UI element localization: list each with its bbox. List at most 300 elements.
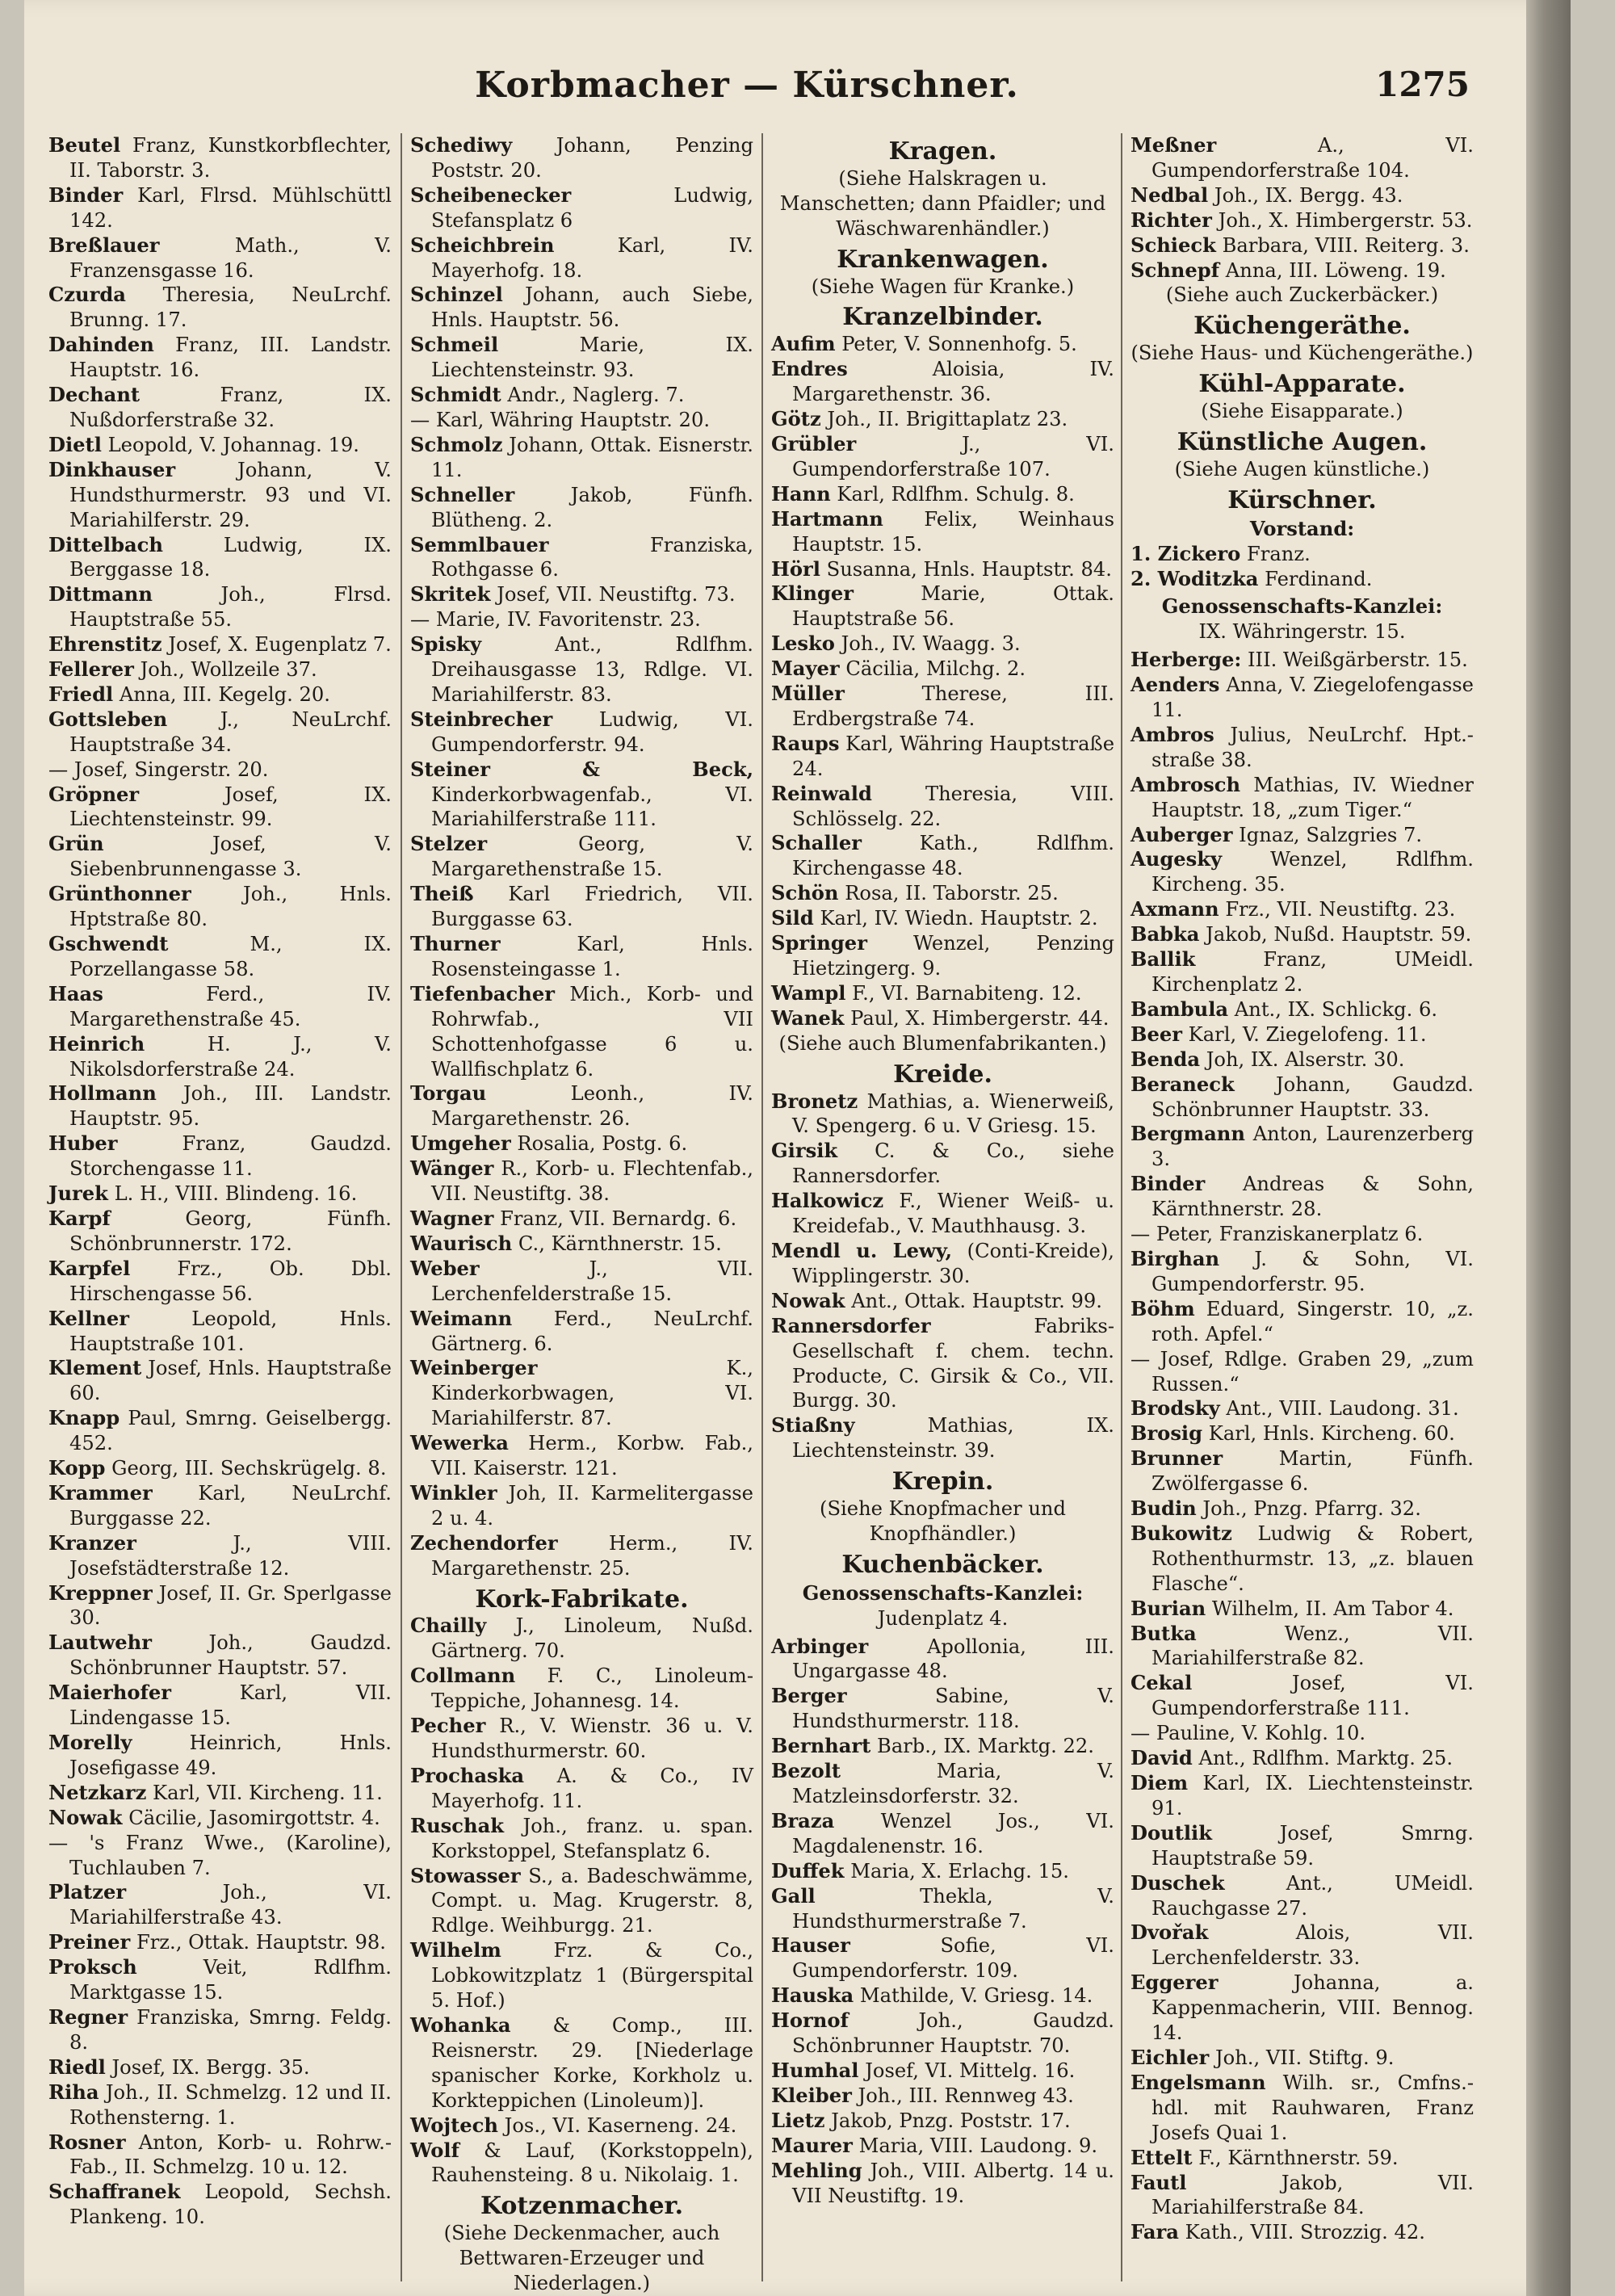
directory-entry bbox=[48, 2055, 392, 2080]
entry-name: Ehrenstitz bbox=[48, 632, 162, 657]
directory-entry bbox=[410, 1614, 753, 1664]
directory-entry bbox=[48, 1032, 392, 1082]
directory-entry bbox=[1130, 1122, 1474, 1172]
entry-name: Eggerer bbox=[1130, 1971, 1219, 1995]
directory-entry bbox=[1130, 567, 1474, 592]
directory-entry bbox=[410, 233, 753, 283]
directory-entry bbox=[1130, 2071, 1474, 2146]
directory-entry bbox=[771, 1933, 1114, 1983]
cross-reference-note: (Siehe Wagen für Kranke.) bbox=[811, 275, 1075, 298]
directory-entry bbox=[771, 1734, 1114, 1759]
directory-entry bbox=[771, 1635, 1114, 1685]
entry-details: H. J., V. Nikolsdorferstraße 24. bbox=[69, 1032, 392, 1081]
directory-entry bbox=[410, 133, 753, 183]
entry-name: Hartmann bbox=[771, 506, 883, 531]
entry-name: Beraneck bbox=[1130, 1072, 1235, 1096]
directory-entry bbox=[771, 1413, 1114, 1463]
entry-details: Joh., Gaudzd. Schönbrunner Hauptstr. 70. bbox=[792, 2009, 1114, 2058]
directory-entry bbox=[48, 1356, 392, 1406]
directory-entry bbox=[1130, 1496, 1474, 1522]
directory-entry bbox=[410, 1714, 753, 1764]
entry-details: Karl, IX. Liechtensteinstr. 91. bbox=[1151, 1772, 1474, 1820]
directory-entry bbox=[771, 482, 1114, 507]
entry-details: Karl, NeuLrchf. Burggasse 22. bbox=[69, 1481, 392, 1530]
directory-entry bbox=[771, 1684, 1114, 1734]
directory-entry bbox=[48, 2180, 392, 2230]
directory-entry bbox=[410, 582, 753, 607]
entry-name: Raups bbox=[771, 731, 840, 755]
entry-name: Ballik bbox=[1130, 947, 1196, 972]
entry-details: Eduard, Singerstr. 10, „z. roth. Apfel.“ bbox=[1151, 1297, 1474, 1345]
directory-entry bbox=[410, 1207, 753, 1232]
entry-name: Reinwald bbox=[771, 781, 872, 805]
entry-details: Maria, VIII. Laudong. 9. bbox=[858, 2134, 1098, 2157]
directory-entry bbox=[771, 981, 1114, 1006]
entry-details: Sofie, VI. Gumpendorferstr. 109. bbox=[792, 1934, 1114, 1983]
column-divider bbox=[761, 133, 763, 2281]
entry-name: Klinger bbox=[771, 581, 854, 606]
directory-entry bbox=[771, 682, 1114, 732]
entry-name: Umgeher bbox=[410, 1131, 511, 1156]
entry-name: Benda bbox=[1130, 1047, 1201, 1071]
directory-entry bbox=[1130, 922, 1474, 947]
entry-details: F., Wiener Weiß- u. Kreidefab., V. Mauthhausg. 3. bbox=[792, 1190, 1114, 1238]
entry-name: Beutel bbox=[48, 133, 121, 157]
directory-entry bbox=[410, 982, 753, 1082]
entry-details: Frz., VII. Neustiftg. 23. bbox=[1225, 898, 1456, 921]
section-heading: Kuchenbäcker. bbox=[841, 1550, 1044, 1579]
directory-entry bbox=[1130, 1172, 1474, 1222]
section-heading: Krepin. bbox=[891, 1467, 994, 1496]
directory-entry bbox=[1130, 1597, 1474, 1622]
directory-entry bbox=[410, 882, 753, 932]
entry-name: Bezolt bbox=[771, 1759, 841, 1783]
directory-entry bbox=[48, 1481, 392, 1531]
entry-details: K., Kinderkorbwagen, VI. Mariahilferstr. 87. bbox=[431, 1357, 753, 1430]
directory-entry bbox=[771, 782, 1114, 832]
directory-entry bbox=[410, 607, 753, 632]
entry-details: Leopold, V. Johannag. 19. bbox=[107, 433, 359, 456]
entry-details: Herm., Korbw. Fab., VII. Kaiserstr. 121. bbox=[431, 1432, 753, 1480]
entry-details: Josef, VI. Gumpendorferstraße 111. bbox=[1151, 1672, 1474, 1720]
entry-details: Jakob, Pnzg. Poststr. 17. bbox=[831, 2109, 1071, 2132]
entry-name: Müller bbox=[771, 682, 845, 706]
directory-entry bbox=[771, 1983, 1114, 2008]
directory-entry bbox=[410, 707, 753, 758]
entry-details: Karl, Währing Hauptstraße 24. bbox=[792, 732, 1115, 780]
directory-entry bbox=[48, 1257, 392, 1307]
section-heading: Kühl-Apparate. bbox=[1198, 370, 1406, 399]
entry-name: Nedbal bbox=[1130, 183, 1209, 207]
directory-entry bbox=[410, 2113, 753, 2139]
entry-name: Nowak bbox=[48, 1805, 123, 1829]
entry-details: Joh., Hnls. Hptstraße 80. bbox=[69, 883, 392, 931]
entry-details: J. & Sohn, VI. Gumpendorferstr. 95. bbox=[1151, 1247, 1474, 1295]
entry-name: Maurer bbox=[771, 2133, 853, 2157]
entry-name: Semmlbauer bbox=[410, 532, 549, 556]
entry-details: Mathias, IX. Liechtensteinstr. 39. bbox=[792, 1414, 1114, 1463]
entry-name: Kopp bbox=[48, 1456, 106, 1480]
directory-entry bbox=[410, 333, 753, 383]
directory-entry bbox=[771, 2159, 1114, 2209]
directory-entry bbox=[410, 1081, 753, 1131]
entry-name: Bronetz bbox=[771, 1089, 858, 1113]
entry-name: Augesky bbox=[1130, 847, 1223, 871]
directory-entry bbox=[48, 1880, 392, 1930]
entry-name: Beer bbox=[1130, 1022, 1182, 1046]
entry-name: Pecher bbox=[410, 1714, 486, 1738]
entry-name: Ambrosch bbox=[1130, 772, 1241, 796]
entry-details: Johann, auch Siebe, Hnls. Hauptstr. 56. bbox=[431, 283, 753, 332]
entry-name: Hann bbox=[771, 481, 831, 506]
entry-name: Burian bbox=[1130, 1596, 1206, 1620]
directory-entry bbox=[1130, 897, 1474, 922]
entry-details: Kath., Rdlfhm. Kirchengasse 48. bbox=[792, 832, 1114, 880]
directory-entry bbox=[1130, 1047, 1474, 1072]
directory-entry bbox=[48, 1406, 392, 1456]
entry-name: Schmeil bbox=[410, 333, 499, 357]
directory-entry bbox=[771, 831, 1114, 881]
directory-entry bbox=[410, 1814, 753, 1864]
entry-name: Schinzel bbox=[410, 283, 503, 307]
entry-details: Johanna, a. Kappenmacherin, VIII. Bennog. 14. bbox=[1151, 1971, 1474, 2045]
entry-details: Johann, V. Hundsthurmerstr. 93 und VI. Mariahilferstr. 29. bbox=[69, 458, 392, 531]
directory-entry bbox=[771, 1759, 1114, 1809]
entry-details: Theresia, NeuLrchf. Brunng. 17. bbox=[69, 283, 392, 332]
section-heading: Kreide. bbox=[893, 1060, 992, 1089]
entry-name: Huber bbox=[48, 1131, 118, 1156]
entry-details: Sabine, V. Hundsthurmerstr. 118. bbox=[792, 1685, 1114, 1733]
entry-details: — 's Franz Wwe., (Karoline), Tuchlauben 7. bbox=[48, 1831, 392, 1879]
cross-reference-note: (Siehe Deckenmacher, auch Bettwaren-Erzeuger und Niederlagen.) bbox=[443, 2222, 720, 2295]
entry-details: Barbara, VIII. Reiterg. 3. bbox=[1222, 233, 1470, 257]
directory-entry bbox=[48, 1681, 392, 1731]
directory-entry bbox=[48, 1731, 392, 1781]
entry-details: J., VIII. Josefstädterstraße 12. bbox=[69, 1531, 392, 1580]
entry-details: Marie, Ottak. Hauptstraße 56. bbox=[792, 582, 1114, 631]
entry-details: Franz, VII. Bernardg. 6. bbox=[500, 1207, 737, 1230]
entry-details: Ludwig & Robert, Rothenthurmstr. 13, „z. blauen Flasche“. bbox=[1151, 1522, 1474, 1595]
entry-details: Franziska, Smrng. Feldg. 8. bbox=[69, 2005, 392, 2054]
entry-name: Arbinger bbox=[771, 1634, 869, 1658]
directory-entry bbox=[410, 533, 753, 583]
directory-entry bbox=[771, 407, 1114, 432]
entry-details: Johann, Ottak. Eisnerstr. 11. bbox=[431, 433, 753, 481]
directory-entry bbox=[771, 1809, 1114, 1859]
entry-details: Joh., VII. Stiftg. 9. bbox=[1214, 2046, 1395, 2069]
directory-entry bbox=[48, 1307, 392, 1357]
entry-details: Joh., Wollzeile 37. bbox=[140, 658, 317, 682]
directory-entry bbox=[48, 283, 392, 333]
section-heading: Kranzelbinder. bbox=[842, 303, 1043, 332]
entry-details: Cäcilia, Milchg. 2. bbox=[845, 657, 1026, 681]
directory-entry bbox=[771, 1314, 1114, 1414]
entry-details: Leopold, Hnls. Hauptstraße 101. bbox=[69, 1307, 392, 1355]
entry-name: Heinrich bbox=[48, 1031, 145, 1056]
directory-entry bbox=[48, 758, 392, 783]
entry-details: Andr., Naglerg. 7. bbox=[507, 384, 685, 407]
directory-entry bbox=[1130, 1396, 1474, 1421]
directory-entry bbox=[48, 1831, 392, 1881]
entry-details: R., V. Wienstr. 36 u. V. Hundsthurmerstr. 60. bbox=[431, 1715, 753, 1762]
entry-details: Ferd., IV. Margarethenstraße 45. bbox=[69, 982, 392, 1030]
entry-details: Andreas & Sohn, Kärnthnerstr. 28. bbox=[1151, 1173, 1474, 1221]
entry-name: Kreppner bbox=[48, 1580, 153, 1605]
section-heading: Künstliche Augen. bbox=[1177, 427, 1428, 456]
directory-entry bbox=[1130, 133, 1474, 183]
entry-details: Mathilde, V. Griesg. 14. bbox=[859, 1984, 1093, 2008]
entry-details: Ignaz, Salzgries 7. bbox=[1239, 823, 1423, 846]
entry-name: Hornof bbox=[771, 2008, 849, 2033]
entry-details: Cäcilie, Jasomirgottstr. 4. bbox=[128, 1806, 380, 1829]
entry-name: Waurisch bbox=[410, 1231, 513, 1255]
directory-entry bbox=[1130, 233, 1474, 258]
cross-reference-note: IX. Währingerstr. 15. bbox=[1198, 620, 1406, 644]
entry-name: Mendl u. Lewy, bbox=[771, 1238, 953, 1262]
directory-entry bbox=[410, 632, 753, 707]
entry-name: Hollmann bbox=[48, 1081, 157, 1106]
entry-details: Rosa, II. Taborstr. 25. bbox=[845, 882, 1059, 905]
entry-name: Diem bbox=[1130, 1771, 1189, 1794]
entry-details: Alois, VII. Lerchenfelderstr. 33. bbox=[1151, 1921, 1474, 1970]
entry-details: R., Korb- u. Flechtenfab., VII. Neustiftg. 38. bbox=[431, 1157, 753, 1206]
entry-name: Stiaßny bbox=[771, 1413, 855, 1438]
entry-name: Winkler bbox=[410, 1480, 497, 1505]
directory-entry bbox=[1130, 2171, 1474, 2221]
entry-details: Jakob, Nußd. Hauptstr. 59. bbox=[1206, 923, 1472, 947]
entry-name: Nowak bbox=[771, 1288, 845, 1312]
entry-details: Aloisia, IV. Margarethenstr. 36. bbox=[792, 358, 1114, 406]
directory-entry bbox=[771, 432, 1114, 482]
entry-name: Friedl bbox=[48, 682, 114, 706]
entry-name: Gschwendt bbox=[48, 932, 169, 955]
entry-name: Mehling bbox=[771, 2158, 862, 2182]
cross-reference-note: (Siehe Knopfmacher und Knopfhändler.) bbox=[820, 1497, 1066, 1545]
entry-details: Josef, X. Eugenplatz 7. bbox=[168, 633, 392, 657]
entry-details: J., NeuLrchf. Hauptstraße 34. bbox=[69, 707, 392, 756]
entry-name: Schmolz bbox=[410, 432, 503, 456]
entry-name: Krammer bbox=[48, 1480, 153, 1505]
directory-entry bbox=[1130, 2046, 1474, 2071]
entry-name: Hauser bbox=[771, 1933, 850, 1958]
directory-entry bbox=[1130, 1222, 1474, 1247]
entry-details: & Lauf, (Korkstoppeln), Rauhensteing. 8 u. Nikolaig. 1. bbox=[431, 2139, 753, 2187]
directory-entry bbox=[410, 1481, 753, 1531]
entry-name: Hauska bbox=[771, 1983, 854, 2008]
entry-name: Preiner bbox=[48, 1930, 131, 1954]
directory-entry bbox=[410, 1257, 753, 1307]
entry-name: Proksch bbox=[48, 1955, 137, 1979]
directory-entry bbox=[48, 1207, 392, 1257]
entry-name: Platzer bbox=[48, 1880, 127, 1904]
section-subheading: Vorstand: bbox=[1249, 516, 1355, 540]
entry-details: Franz, IX. Nußdorferstraße 32. bbox=[69, 384, 392, 431]
entry-details: Joh., IV. Waagg. 3. bbox=[841, 632, 1021, 656]
entry-details: Josef, IX. Liechtensteinstr. 99. bbox=[69, 783, 392, 831]
entry-details: Ant., VIII. Laudong. 31. bbox=[1226, 1397, 1459, 1421]
directory-entry bbox=[410, 1356, 753, 1431]
directory-entry bbox=[410, 832, 753, 882]
entry-details: F., Kärnthnerstr. 59. bbox=[1198, 2146, 1399, 2169]
entry-details: Joh., III. Landstr. Hauptstr. 95. bbox=[69, 1082, 392, 1131]
entry-name: Dechant bbox=[48, 383, 141, 407]
entry-name: Prochaska bbox=[410, 1763, 525, 1787]
directory-entry bbox=[410, 483, 753, 533]
directory-entry bbox=[1130, 823, 1474, 848]
directory-entry bbox=[48, 333, 392, 383]
entry-details: (Conti-Kreide), Wipplingerstr. 30. bbox=[792, 1239, 1114, 1287]
entry-name: Gall bbox=[771, 1883, 816, 1908]
directory-entry bbox=[48, 783, 392, 833]
directory-entry bbox=[1130, 1746, 1474, 1771]
entry-details: Martin, Fünfh. Zwölfergasse 6. bbox=[1151, 1447, 1474, 1496]
entry-details: — Josef, Singerstr. 20. bbox=[48, 758, 269, 781]
entry-name: Meßner bbox=[1130, 133, 1217, 157]
entry-details: Wenz., VII. Mariahilferstraße 82. bbox=[1151, 1622, 1474, 1670]
directory-entry bbox=[1130, 1821, 1474, 1871]
entry-name: Schediwy bbox=[410, 133, 513, 157]
entry-details: Franz, Kunstkorbflechter, II. Taborstr. 3. bbox=[69, 134, 392, 182]
column-3 bbox=[771, 133, 1114, 2281]
columns bbox=[48, 133, 1474, 2295]
entry-details: M., IX. Porzellangasse 58. bbox=[69, 933, 392, 980]
entry-details: Paul, Smrng. Geiselbergg. 452. bbox=[69, 1407, 392, 1455]
entry-name: Birghan bbox=[1130, 1246, 1220, 1270]
entry-name: Hörl bbox=[771, 556, 820, 581]
directory-entry bbox=[48, 982, 392, 1032]
entry-name: Steiner & Beck, bbox=[410, 757, 753, 781]
entry-name: Weimann bbox=[410, 1306, 513, 1330]
entry-details: Joh., II. Brigittaplatz 23. bbox=[827, 408, 1068, 431]
section-heading: Kotzenmacher. bbox=[480, 2192, 684, 2221]
directory-entry bbox=[1130, 258, 1474, 283]
entry-name: Aufim bbox=[771, 332, 836, 356]
entry-details: Joh., franz. u. span. Korkstoppel, Stefansplatz 6. bbox=[431, 1814, 753, 1862]
entry-name: Spisky bbox=[410, 632, 481, 657]
entry-details: Joh, II. Karmelitergasse 2 u. 4. bbox=[431, 1481, 753, 1530]
entry-details: Joh., Pnzg. Pfarrg. 32. bbox=[1202, 1497, 1421, 1521]
entry-details: — Pauline, V. Kohlg. 10. bbox=[1130, 1722, 1366, 1745]
entry-details: Julius, NeuLrchf. Hpt.-straße 38. bbox=[1151, 723, 1474, 771]
entry-name: Wagner bbox=[410, 1206, 494, 1230]
entry-name: Wampl bbox=[771, 980, 846, 1005]
entry-details: Felix, Weinhaus Hauptstr. 15. bbox=[792, 507, 1114, 556]
directory-entry bbox=[410, 1938, 753, 2013]
directory-entry bbox=[771, 632, 1114, 657]
entry-name: Wewerka bbox=[410, 1431, 509, 1455]
directory-entry bbox=[771, 2109, 1114, 2134]
cross-reference-note: (Siehe auch Blumenfabrikanten.) bbox=[778, 1031, 1107, 1055]
directory-entry bbox=[410, 1864, 753, 1939]
entry-name: Gottsleben bbox=[48, 707, 168, 731]
entry-details: Wenzel, Penzing Hietzingerg. 9. bbox=[792, 932, 1114, 980]
directory-entry bbox=[410, 1664, 753, 1714]
entry-details: J., VI. Gumpendorferstraße 107. bbox=[792, 432, 1114, 481]
directory-entry bbox=[771, 732, 1114, 782]
entry-name: Torgau bbox=[410, 1081, 487, 1106]
entry-name: Schaffranek bbox=[48, 2180, 181, 2204]
entry-details: C. & Co., siehe Rannersdorfer. bbox=[792, 1140, 1114, 1188]
column-divider bbox=[401, 133, 402, 2281]
entry-name: Schön bbox=[771, 881, 839, 905]
directory-entry bbox=[1130, 2220, 1474, 2245]
entry-details: Thekla, V. Hundsthurmerstraße 7. bbox=[792, 1884, 1114, 1933]
directory-entry bbox=[48, 1456, 392, 1481]
entry-name: Engelsmann bbox=[1130, 2070, 1266, 2094]
entry-details: Frz., Ottak. Hauptstr. 98. bbox=[136, 1931, 386, 1954]
column-divider bbox=[1121, 133, 1122, 2281]
entry-name: Doutlik bbox=[1130, 1820, 1213, 1845]
directory-entry bbox=[410, 1764, 753, 1814]
directory-entry bbox=[410, 1232, 753, 1257]
entry-details: Barb., IX. Marktg. 22. bbox=[877, 1735, 1094, 1758]
directory-entry bbox=[1130, 1247, 1474, 1297]
entry-details: Anton, Korb- u. Rohrw.-Fab., II. Schmelzg. 10 u. 12. bbox=[69, 2130, 392, 2179]
entry-details: Joh., X. Himbergerstr. 53. bbox=[1218, 208, 1473, 232]
entry-name: 1. Zickero bbox=[1130, 541, 1241, 565]
directory-entry bbox=[48, 1631, 392, 1681]
entry-name: Wohanka bbox=[410, 2013, 511, 2037]
entry-name: Halkowicz bbox=[771, 1189, 884, 1213]
entry-details: Ant., Rdlfhm. Dreihausgasse 13, Rdlge. VI. Mariahilferstr. 83. bbox=[431, 633, 753, 706]
entry-name: Zechendorfer bbox=[410, 1530, 558, 1555]
entry-details: A. & Co., IV Mayerhofg. 11. bbox=[431, 1764, 753, 1812]
entry-name: Brosig bbox=[1130, 1421, 1203, 1446]
directory-entry bbox=[1130, 1347, 1474, 1397]
directory-entry bbox=[771, 1239, 1114, 1289]
directory-entry bbox=[771, 557, 1114, 582]
entry-details: Jakob, Fünfh. Blütheng. 2. bbox=[431, 483, 753, 531]
entry-name: Dittmann bbox=[48, 582, 153, 607]
entry-details: Kath., VIII. Strozzig. 42. bbox=[1185, 2221, 1425, 2244]
entry-name: Sild bbox=[771, 906, 814, 930]
directory-entry bbox=[1130, 947, 1474, 997]
entry-name: Wolf bbox=[410, 2138, 459, 2162]
entry-details: Leopold, Sechsh. Plankeng. 10. bbox=[69, 2181, 392, 2229]
section-subheading: Genossenschafts-Kanzlei: bbox=[1161, 594, 1443, 619]
entry-details: Wilh. sr., Cmfns.-hdl. mit Rauhwaren, Franz Josefs Quai 1. bbox=[1151, 2071, 1474, 2144]
directory-entry bbox=[48, 1131, 392, 1182]
directory-entry bbox=[48, 832, 392, 882]
entry-details: Fabriks-Gesellschaft f. chem. techn. Producte, C. Girsik & Co., VII. Burgg. 30. bbox=[792, 1314, 1114, 1412]
cross-reference-note: (Siehe Augen künstliche.) bbox=[1174, 457, 1430, 481]
entry-name: Budin bbox=[1130, 1496, 1197, 1521]
directory-entry bbox=[48, 133, 392, 183]
directory-entry bbox=[771, 1289, 1114, 1314]
directory-entry bbox=[1130, 1671, 1474, 1721]
entry-details: Karl, IV. Mayerhofg. 18. bbox=[431, 233, 753, 282]
entry-name: Fautl bbox=[1130, 2170, 1187, 2194]
entry-details: F., VI. Barnabiteng. 12. bbox=[852, 981, 1082, 1005]
entry-details: C., Kärnthnerstr. 15. bbox=[518, 1232, 722, 1255]
directory-entry bbox=[1130, 1871, 1474, 1921]
entry-name: Riha bbox=[48, 2080, 99, 2104]
entry-name: Humhal bbox=[771, 2058, 859, 2082]
entry-name: Rannersdorfer bbox=[771, 1313, 931, 1337]
entry-details: Joh., Flrsd. Hauptstraße 55. bbox=[69, 583, 392, 632]
entry-name: Grübler bbox=[771, 431, 857, 455]
entry-name: Ettelt bbox=[1130, 2145, 1193, 2169]
entry-details: Karl, Hnls. Rosensteingasse 1. bbox=[431, 933, 753, 980]
entry-name: Riedl bbox=[48, 2055, 106, 2079]
entry-name: Herberge: bbox=[1130, 648, 1242, 672]
entry-name: Bukowitz bbox=[1130, 1521, 1232, 1545]
directory-entry bbox=[771, 657, 1114, 682]
entry-name: Fellerer bbox=[48, 657, 134, 682]
entry-details: Apollonia, III. Ungargasse 48. bbox=[792, 1635, 1114, 1683]
entry-name: Theiß bbox=[410, 882, 474, 906]
entry-name: Butka bbox=[1130, 1621, 1197, 1645]
